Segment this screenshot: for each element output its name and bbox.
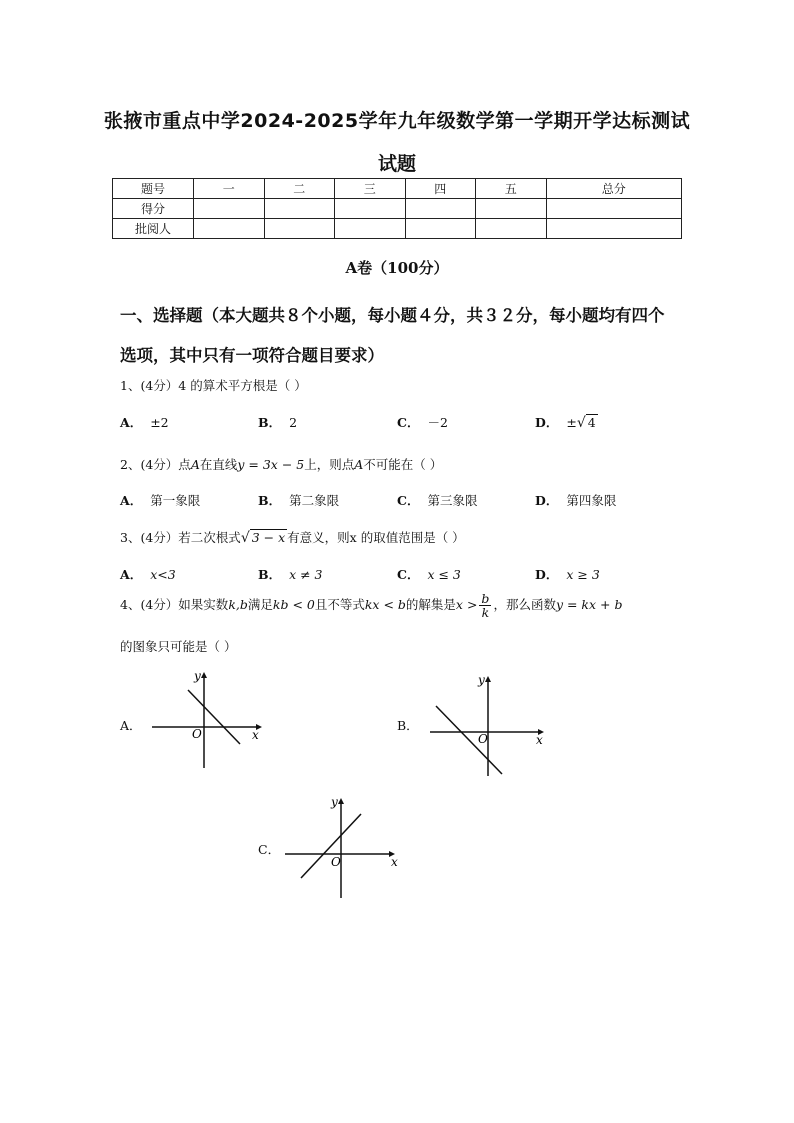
table-header-cell: 一: [194, 179, 265, 199]
reviewer-cell[interactable]: [264, 219, 335, 239]
score-cell[interactable]: [546, 199, 682, 219]
table-row-label: 得分: [113, 199, 194, 219]
score-cell[interactable]: [476, 199, 547, 219]
question-text: 4 的算术平方根是（ ）: [178, 378, 307, 393]
document-title: 张掖市重点中学2024-2025学年九年级数学第一学期开学达标测试: [103, 110, 691, 132]
reviewer-cell[interactable]: [405, 219, 476, 239]
option-b[interactable]: B． 2: [258, 415, 298, 430]
option-a[interactable]: A．: [120, 718, 142, 733]
radicand: 3 − x: [251, 530, 286, 545]
reviewer-cell[interactable]: [476, 219, 547, 239]
y-axis-label: y: [331, 795, 338, 809]
fraction: $\frac{b}{k}$: [481, 591, 490, 621]
question-2: 2、(4分）点A在直线y = 3x − 5上，则点A不可能在（ ）: [120, 457, 443, 472]
question-4: 4、(4分）如果实数k,b满足kb < 0且不等式kx < b的解集是x > $\frac{b}{k}$ ，那么函数y = kx + b: [120, 591, 623, 621]
question-4-continued: 的图象只可能是（ ）: [120, 639, 237, 654]
score-table: [112, 178, 682, 239]
score-table-row: [113, 199, 682, 219]
document-title-continued: 试题: [377, 153, 416, 175]
question-3: 3、(4分）若二次根式√ 3 − x 有意义，则x 的取值范围是（ ）: [120, 530, 465, 546]
y-axis-arrow: [201, 672, 207, 678]
y-axis-arrow: [338, 798, 344, 804]
option-c[interactable]: C． x ≤ 3: [397, 567, 461, 582]
option-c[interactable]: C． －2: [397, 415, 448, 430]
table-header-cell: 题号: [113, 179, 194, 199]
option-d[interactable]: D． 第四象限: [535, 493, 617, 508]
radicand: 4: [587, 415, 596, 430]
table-header-cell: 二: [264, 179, 335, 199]
table-header-cell: 总分: [546, 179, 682, 199]
table-row-label: 批阅人: [113, 219, 194, 239]
score-cell[interactable]: [264, 199, 335, 219]
x-axis-label: x: [536, 733, 543, 747]
table-header-cell: 五: [476, 179, 547, 199]
table-header-cell: 三: [335, 179, 406, 199]
reviewer-cell[interactable]: [546, 219, 682, 239]
x-axis-label: x: [391, 855, 398, 869]
x-axis-label: x: [252, 728, 259, 742]
graph-a[interactable]: [148, 668, 268, 774]
origin-label: O: [478, 732, 488, 746]
graph-c[interactable]: [283, 794, 403, 902]
line-equation: y = 3x − 5: [237, 457, 305, 472]
option-d[interactable]: D． x ≥ 3: [535, 567, 600, 582]
score-table-row: [113, 219, 682, 239]
score-cell[interactable]: [405, 199, 476, 219]
option-a[interactable]: A． ±2: [120, 415, 169, 430]
origin-label: O: [331, 855, 341, 869]
score-cell[interactable]: [335, 199, 406, 219]
graph-line: [436, 706, 502, 774]
option-a[interactable]: A． 第一象限: [120, 493, 201, 508]
question-prefix: 1、(4分）: [120, 378, 179, 393]
question-1: [120, 376, 307, 394]
option-c[interactable]: C．: [258, 842, 281, 857]
section-heading: 一、选择题（本大题共８个小题，每小题４分，共３２分，每小题均有四个选项，其中只有一项符合题目要求）: [120, 306, 665, 365]
score-table-header-row: [113, 179, 682, 199]
origin-label: O: [192, 727, 202, 741]
y-axis-label: y: [194, 669, 201, 683]
option-d[interactable]: D． ±√ 4: [535, 415, 596, 431]
score-cell[interactable]: [194, 199, 265, 219]
option-b[interactable]: B． 第二象限: [258, 493, 340, 508]
graph-b[interactable]: [426, 672, 550, 780]
reviewer-cell[interactable]: [194, 219, 265, 239]
table-header-cell: 四: [405, 179, 476, 199]
option-b[interactable]: B．: [397, 718, 419, 733]
option-b[interactable]: B． x ≠ 3: [258, 567, 323, 582]
option-a[interactable]: A． x<3: [120, 567, 176, 582]
y-axis-label: y: [478, 673, 485, 687]
y-axis-arrow: [485, 676, 491, 682]
option-c[interactable]: C． 第三象限: [397, 493, 478, 508]
reviewer-cell[interactable]: [335, 219, 406, 239]
volume-heading: A卷（100分）: [345, 259, 449, 277]
